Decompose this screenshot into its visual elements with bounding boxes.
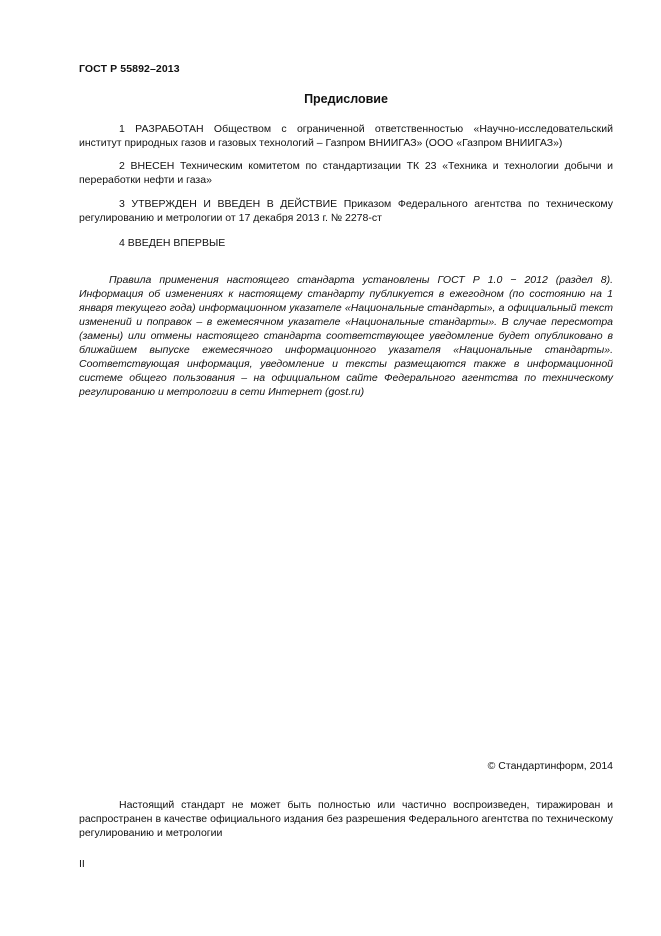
page-number: II [79,858,85,870]
copyright: © Стандартинформ, 2014 [487,760,613,772]
foreword-item-introduced: 2 ВНЕСЕН Техническим комитетом по стандартизации ТК 23 «Техника и технологии добычи и переработки нефти и газа» [79,160,613,186]
rules-note: Правила применения настоящего стандарта установлены ГОСТ Р 1.0 − 2012 (раздел 8). Информация об изменениях к настоящему стандарту публикуется в ежегодном (по состоянию на 1 января текущего года) информационном указателе «Национальные стандарты», а официальный текст изменений и поправок – в ежемесячном указателе «Национальные стандарты». В случае пересмотра (замены) или отмены настоящего стандарта соответствующее уведомление будет опубликовано в ближайшем выпуске ежемесячного информационного указателя «Национальные стандарты». Соответствующая информация, уведомление и тексты размещаются также в информационной системе общего пользования – на официальном сайте Федерального агентства по техническому регулированию и метрологии в сети Интернет (gost.ru) [79,274,613,398]
foreword-item-developed: 1 РАЗРАБОТАН Обществом с ограниченной ответственностью «Научно-исследовательский институт природных газов и газовых технологий – Газпром ВНИИГАЗ» (ООО «Газпром ВНИИГАЗ») [79,123,613,149]
page-title: Предисловие [304,92,388,106]
foreword-item-first-introduced: 4 ВВЕДЕН ВПЕРВЫЕ [119,237,226,249]
foreword-item-approved: 3 УТВЕРЖДЕН И ВВЕДЕН В ДЕЙСТВИЕ Приказом Федерального агентства по техническому регулированию и метрологии от 17 декабря 2013 г. № 2278-ст [79,198,613,224]
reproduction-notice: Настоящий стандарт не может быть полностью или частично воспроизведен, тиражирован и распространен в качестве официального издания без разрешения Федерального агентства по техническому регулированию и метрологии [79,799,613,839]
standard-code: ГОСТ Р 55892–2013 [79,63,180,75]
